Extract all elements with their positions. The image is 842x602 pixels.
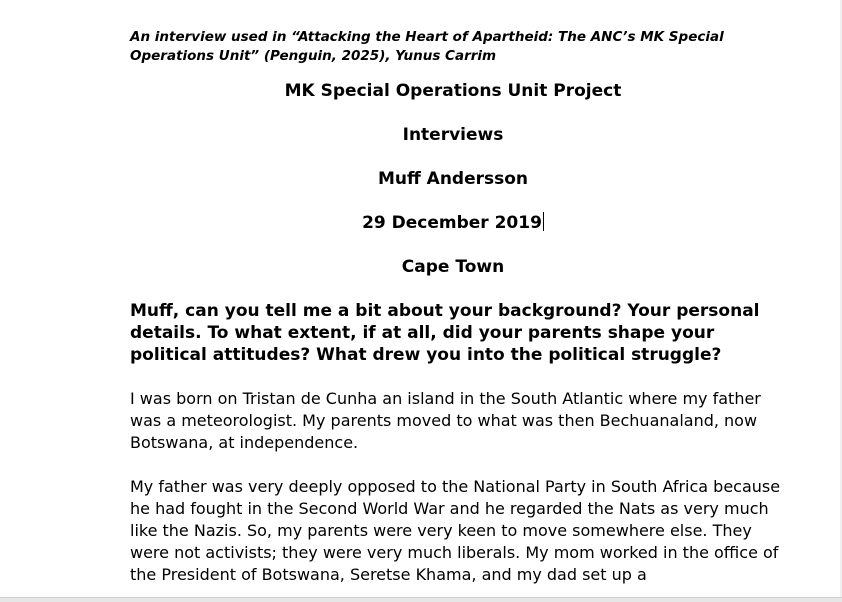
horizontal-scrollbar[interactable]: [0, 597, 842, 602]
answer-paragraph: I was born on Tristan de Cunha an island in the South Atlantic where my father was a meteorologist. My parents moved to what was then Bechuanaland, now Botswana, at independence.: [130, 389, 761, 452]
interview-date-line: [130, 212, 776, 234]
interviewee-name: Muff Andersson: [377, 169, 529, 189]
project-title: MK Special Operations Unit Project: [284, 81, 622, 101]
interview-date: 29 December 2019: [362, 213, 542, 233]
citation-note: An interview used in “Attacking the Heart of Apartheid: The ANC’s MK Special Operations Unit” (Penguin, 2025), Yunus Carrim: [130, 29, 724, 64]
text-cursor: [543, 212, 544, 231]
interview-question: Muff, can you tell me a bit about your background? Your personal details. To what extent, if at all, did your parents shape your political attitudes? What drew you into the political struggle?: [130, 301, 760, 365]
document-body: [130, 28, 790, 602]
section-title: Interviews: [402, 125, 504, 145]
interview-location: Cape Town: [401, 257, 505, 277]
answer-paragraph: My father was very deeply opposed to the National Party in South Africa because he had fought in the Second World War and he regarded the Nats as very much like the Nazis. So, my parents were very keen to move somewhere else. They were not activists; they were very much liberals. My mom worked in the office of the President of Botswana, Seretse Khama, and my dad set up a: [130, 477, 781, 584]
